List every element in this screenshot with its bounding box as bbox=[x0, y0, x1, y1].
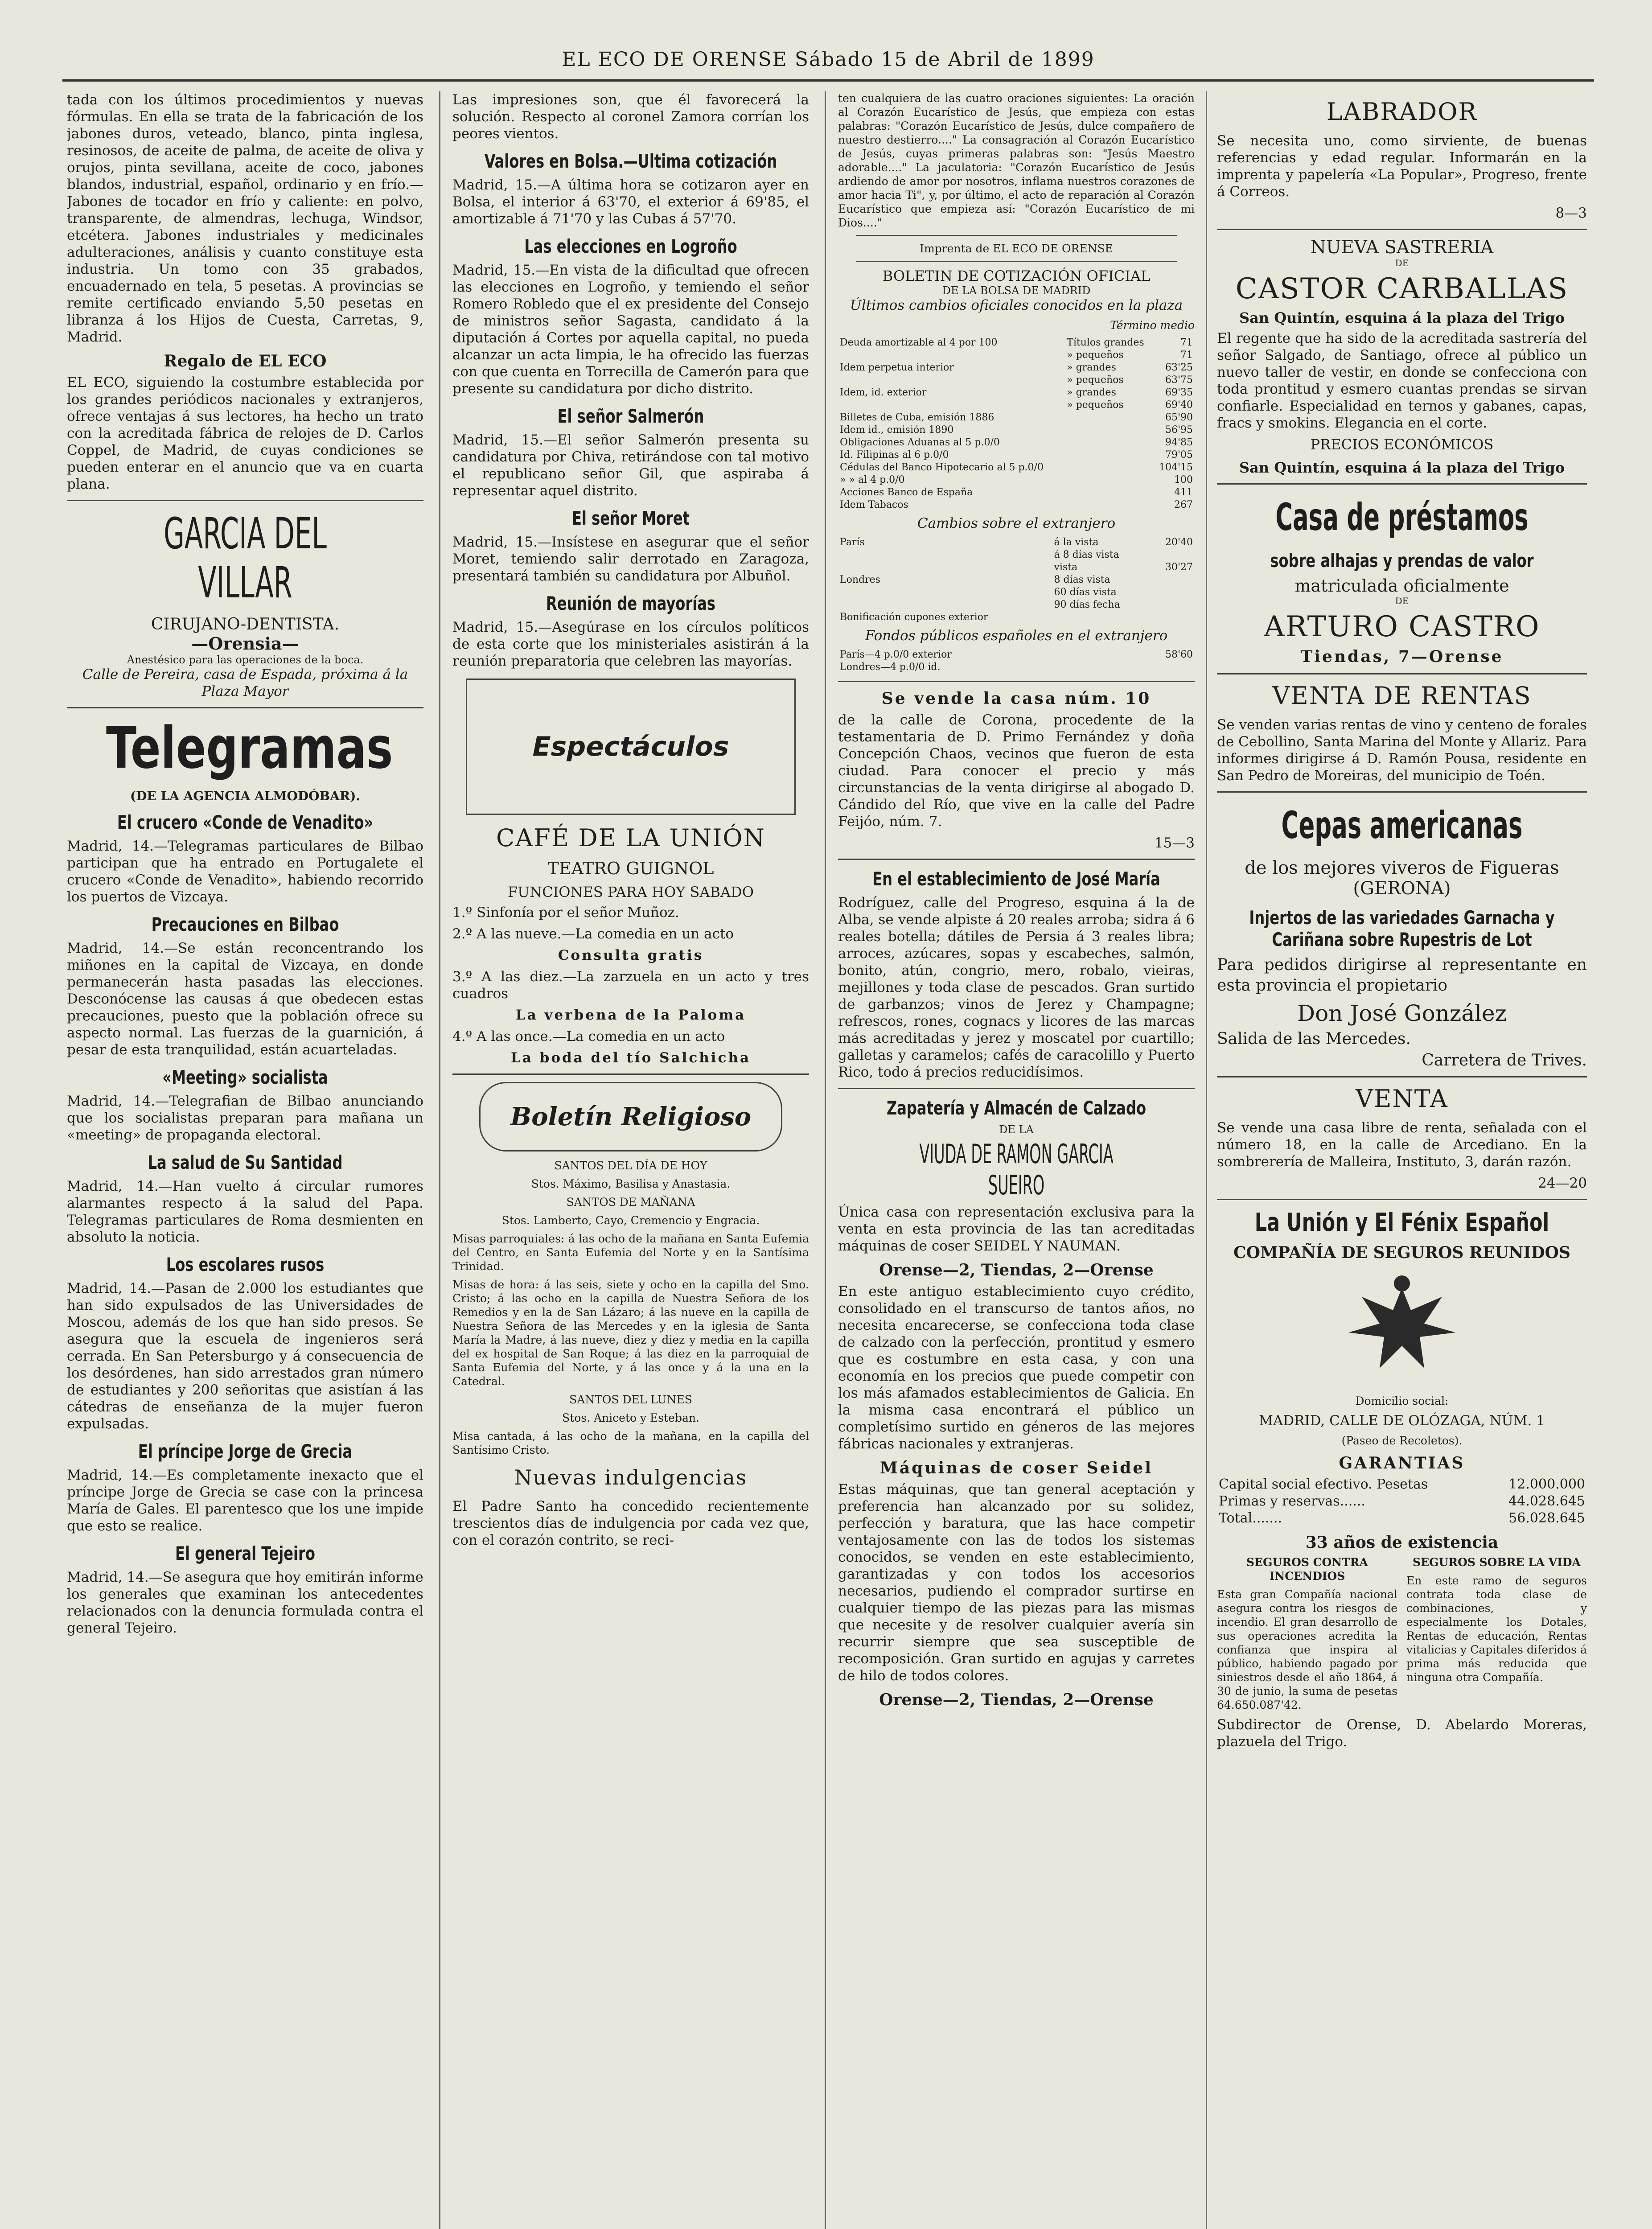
cell: 12.000.000 bbox=[1508, 1476, 1585, 1492]
sastreria-de: DE bbox=[1395, 258, 1409, 268]
cell: Primas y reservas...... bbox=[1219, 1493, 1365, 1509]
cell: 100 bbox=[1174, 474, 1193, 485]
cepas-addr-2: Carretera de Trives. bbox=[1422, 1051, 1587, 1069]
cell: Idem perpetua interior bbox=[840, 362, 954, 373]
cell: Billetes de Cuba, emisión 1886 bbox=[840, 412, 994, 423]
cell: Londres bbox=[840, 574, 880, 585]
labrador-body: Se necesita uno, como sirviente, de buenas referencias y edad regular. Informarán en la imprenta y papelería «La Popular», Progreso, frente á Correos. bbox=[1217, 133, 1587, 200]
news-title: La salud de Su Santidad bbox=[148, 1152, 343, 1173]
divider bbox=[1217, 673, 1587, 674]
cepas-sub: de los mejores viveros de Figueras bbox=[1245, 858, 1559, 878]
se-vende-body: de la calle de Corona, procedente de la testamentaria de D. Primo Fernández y doña Concepción Chaos, vecinos que fueron de esta ciudad. Para conocer el precio y más circunstancias de la venta dirigirse al abogado D. Cándido del Río, que vive en la calle del Padre Feijóo, núm. 7. bbox=[838, 712, 1195, 830]
news-body: Madrid, 14.—Telegrafian de Bilbao anunciando que los socialistas preparan para mañana un «meeting» de propaganda electoral. bbox=[67, 1093, 423, 1143]
cepas-place: (GERONA) bbox=[1353, 878, 1451, 899]
incendios-title: SEGUROS CONTRA INCENDIOS bbox=[1246, 1556, 1368, 1583]
cell: Idem, id. exterior bbox=[840, 387, 927, 398]
column-3 bbox=[838, 91, 1195, 2229]
seguros-years: 33 años de existencia bbox=[1305, 1533, 1499, 1552]
table-row bbox=[838, 374, 1195, 387]
column-rule bbox=[825, 91, 826, 2229]
seguros-sub: COMPAÑÍA DE SEGUROS REUNIDOS bbox=[1233, 1243, 1571, 1262]
se-vende-title: Se vende la casa núm. 10 bbox=[881, 689, 1151, 708]
seidel-address: Orense—2, Tiendas, 2—Orense bbox=[879, 1690, 1154, 1709]
dentist-ad-city: —Orensia— bbox=[191, 633, 299, 654]
bolsa-sub: DE LA BOLSA DE MADRID bbox=[942, 284, 1091, 297]
seidel-body: Estas máquinas, que tan general aceptación y preferencia han alcanzado por su solidez, perfección y baratura, que las hace competir ventajosamente con las de todos los sistemas conocidos, se venden en este establecimiento, garantizadas y con todos los accesorios necesarios, pudiendo el comprador surtirse en cualquier tiempo de las piezas para las mismas que necesite y de resolver cualquier avería sin recurrir siempre que sea susceptible de recomposición. Gran surtido en agujas y carretes de hilo de todos colores. bbox=[838, 1481, 1195, 1684]
sastreria-title: NUEVA SASTRERIA bbox=[1310, 237, 1494, 258]
dentist-ad-address: Calle de Pereira, casa de Espada, próxima á la Plaza Mayor bbox=[82, 666, 408, 699]
table-row bbox=[838, 362, 1195, 374]
divider bbox=[1217, 1199, 1587, 1200]
cell: 71 bbox=[1180, 337, 1193, 348]
soap-book-text: tada con los últimos procedimientos y nuevas fórmulas. En ella se trata de la fabricación de los jabones duros, veteado, blanco, pinta inglesa, resinosos, de aceite de palma, de aceite de oliva y orujos, pinta sevillana, aceite de coco, jabones blandos, industrial, español, ordinario y en frío.—Jabones de tocador en frío y caliente: en polvo, transparente, de almendras, lechuga, Windsor, etcétera. Jabones industriales y medicinales adulteraciones, análisis y cuanto constituye esta industria. Un tomo con 35 grabados, encuadernado en tela, 5 pesetas. A provincias se remite certificado enviando 5,50 pesetas en libranza á los Hijos de Cuesta, Carretas, 9, Madrid. bbox=[67, 92, 423, 345]
agency-line: (DE LA AGENCIA ALMODÓBAR). bbox=[130, 789, 361, 803]
venta-body: Se vende una casa libre de renta, señalada con el número 18, en la calle de Arcediano. En la sombrerería de Malleira, Instituto, 3, darán razón. bbox=[1217, 1120, 1587, 1170]
cell bbox=[838, 374, 1065, 387]
cell: » » al 4 p.0/0 bbox=[840, 474, 905, 485]
cell: 90 días fecha bbox=[1054, 599, 1120, 610]
news-title: El señor Moret bbox=[571, 507, 690, 529]
dentist-ad-sub: CIRUJANO-DENTISTA. bbox=[151, 615, 340, 633]
santos-hoy-title: SANTOS DEL DÍA DE HOY bbox=[554, 1159, 707, 1172]
santos-manana-title: SANTOS DE MAÑANA bbox=[566, 1196, 695, 1209]
cambios-table bbox=[838, 536, 1195, 624]
table-row bbox=[838, 611, 1195, 624]
table-row bbox=[838, 599, 1195, 611]
regalo-body: EL ECO, siguiendo la costumbre establecida por los grandes periódicos nacionales y extranjeros, ofrece ventajas á sus lectores, ha hecho un trato con la acreditada fábrica de relojes de D. Carlos Coppel, de Madrid, de cuyas condiciones se pueden enterar en el anuncio que va en cuarta plana. bbox=[67, 374, 423, 492]
news-title: Reunión de mayorías bbox=[546, 592, 716, 614]
illustration-label: Espectáculos bbox=[532, 731, 729, 762]
divider bbox=[1217, 483, 1587, 485]
indulgencias-title: Nuevas indulgencias bbox=[514, 1465, 748, 1489]
espectaculos-illustration bbox=[466, 679, 796, 815]
table-row bbox=[838, 649, 1195, 661]
zapateria-address: Orense—2, Tiendas, 2—Orense bbox=[879, 1261, 1154, 1279]
cell: 20'40 bbox=[1165, 537, 1193, 548]
cell bbox=[1151, 599, 1195, 611]
seguros-two-col bbox=[1217, 1555, 1587, 1716]
cell: 69'35 bbox=[1165, 387, 1193, 398]
cell bbox=[1065, 474, 1154, 486]
cell: Idem id., emisión 1890 bbox=[840, 424, 954, 436]
incendios-body: Esta gran Compañía nacional asegura contra los riesgos de incendio. El gran desarrollo de sus operaciones acredita la confianza que inspira al público, habiendo pagado por siniestros desde el año 1864, á 30 de junio, la suma de pesetas 64.650.087'42. bbox=[1217, 1588, 1397, 1711]
sastreria-address: San Quintín, esquina á la plaza del Trigo bbox=[1239, 309, 1565, 326]
cell bbox=[838, 599, 1052, 611]
prestamos-name: ARTURO CASTRO bbox=[1264, 610, 1540, 643]
phoenix-emblem bbox=[1217, 1270, 1587, 1386]
cell: 69'40 bbox=[1165, 399, 1193, 411]
zapateria-body: Única casa con representación exclusiva para la venta en esta provincia de las tan acreditadas máquinas de coser SEIDEL Y NAUMAN. bbox=[838, 1204, 1195, 1254]
cell: Acciones Banco de España bbox=[840, 487, 973, 498]
se-vende-number: 15—3 bbox=[1154, 835, 1195, 851]
cell bbox=[1052, 611, 1151, 624]
cafe-play: Consulta gratis bbox=[558, 947, 704, 963]
news-title: Los escolares rusos bbox=[166, 1254, 325, 1275]
dentist-ad-name: GARCIA DEL VILLAR bbox=[164, 509, 327, 608]
table-row bbox=[838, 436, 1195, 449]
seidel-title: Máquinas de coser Seidel bbox=[879, 1459, 1153, 1477]
table-row bbox=[838, 661, 1195, 674]
divider bbox=[856, 261, 1177, 262]
column-rule bbox=[1206, 91, 1207, 2229]
table-row bbox=[838, 449, 1195, 461]
divider bbox=[838, 1088, 1195, 1089]
table-row bbox=[838, 424, 1195, 436]
cell: » grandes bbox=[1067, 362, 1116, 373]
divider bbox=[1217, 791, 1587, 793]
prestamos-sub: sobre alhajas y prendas de valor bbox=[1270, 550, 1534, 572]
rentas-title: VENTA DE RENTAS bbox=[1272, 682, 1532, 710]
cell bbox=[1065, 486, 1154, 499]
cell bbox=[1151, 611, 1195, 624]
cell: Total....... bbox=[1219, 1510, 1282, 1526]
news-title: Las elecciones en Logroño bbox=[524, 235, 737, 257]
column-1 bbox=[67, 91, 423, 2229]
table-row bbox=[838, 337, 1195, 349]
seguros-paseo: (Paseo de Recoletos). bbox=[1341, 1434, 1463, 1447]
cell: 56'95 bbox=[1165, 424, 1193, 436]
misa-cantada: Misa cantada, á las ocho de la mañana, en la capilla del Santísimo Cristo. bbox=[452, 1430, 809, 1456]
labrador-number: 8—3 bbox=[1555, 205, 1587, 221]
news-body: Madrid, 14.—Es completamente inexacto que el príncipe Jorge de Grecia se case con la princesa María de Gales. El parentesco que los une impide que esto se realice. bbox=[67, 1467, 423, 1534]
jose-maria-body: Rodríguez, calle del Progreso, esquina á la de Alba, se vende alpiste á 20 reales arroba; sidra á 6 reales botella; dátiles de Persia á 3 reales libra; arroces, azúcares, sopas y escabeches, salmón, bonito, atún, congrio, mero, robalo, vieiras, mejillones y toda clase de pescados. Gran surtido de garbanzos; vinos de Jerez y Champagne; refrescos, rones, cognacs y licores de las marcas más acreditadas y jerez y moscatel por cuartillo; galletas y caramelos; cafés de caracolillo y Puerto Rico, todo á precios reducidísimos. bbox=[838, 895, 1195, 1080]
divider bbox=[67, 500, 423, 501]
cafe-title: CAFÉ DE LA UNIÓN bbox=[496, 824, 765, 852]
zapateria-name: VIUDA DE RAMON GARCIA SUEIRO bbox=[919, 1139, 1114, 1201]
cafe-play: La boda del tío Salchicha bbox=[510, 1050, 751, 1066]
sastreria-name: CASTOR CARBALLAS bbox=[1235, 272, 1569, 305]
cell: » grandes bbox=[1067, 387, 1116, 398]
prestamos-address: Tiendas, 7—Orense bbox=[1300, 647, 1504, 666]
garantias-title: GARANTIAS bbox=[1339, 1454, 1465, 1472]
cell: 65'90 bbox=[1165, 412, 1193, 423]
cambios-title: Cambios sobre el extranjero bbox=[917, 515, 1116, 531]
cell bbox=[1065, 411, 1154, 424]
cell bbox=[1065, 449, 1154, 461]
cell: » pequeños bbox=[1067, 350, 1124, 361]
news-title: El príncipe Jorge de Grecia bbox=[138, 1440, 353, 1462]
seguros-incendios bbox=[1217, 1555, 1397, 1716]
news-body: Madrid, 15.—A última hora se cotizaron ayer en Bolsa, el interior á 63'70, el exterior á 69'85, el amortizable á 71'70 y las Cubas á 57'70. bbox=[452, 177, 809, 227]
cell bbox=[1065, 424, 1154, 436]
cell: Idem Tabacos bbox=[840, 499, 908, 510]
cell: 56.028.645 bbox=[1508, 1510, 1585, 1526]
boletin-religioso-banner bbox=[479, 1082, 782, 1152]
cell bbox=[1151, 574, 1195, 586]
cafe-sub: TEATRO GUIGNOL bbox=[547, 859, 714, 878]
cafe-line: 4.º A las once.—La comedia en un acto bbox=[452, 1028, 725, 1045]
cell: » pequeños bbox=[1067, 374, 1124, 386]
cell: 411 bbox=[1174, 487, 1193, 498]
table-row bbox=[838, 474, 1195, 486]
cell: Bonificación cupones exterior bbox=[840, 612, 988, 623]
table-row bbox=[838, 561, 1195, 574]
news-body: Madrid, 14.—Se están reconcentrando los miñones en la capital de Vizcaya, en donde permanecerán hasta pasadas las elecciones. Desconócense las causas á que obedecen estas precauciones, puesto que la población ofrece su aspecto normal. Las fuerzas de la guarnición, á pesar de esta tranquilidad, están acuarteladas. bbox=[67, 940, 423, 1058]
bolsa-table bbox=[838, 337, 1195, 511]
news-body: Madrid, 14.—Se asegura que hoy emitirán informe los generales que examinan los antecedentes relacionados con la denuncia formulada contra el general Tejeiro. bbox=[67, 1569, 423, 1636]
sastreria-prices: PRECIOS ECONÓMICOS bbox=[1310, 436, 1494, 453]
cell: París—4 p.0/0 exterior bbox=[840, 649, 952, 660]
news-body: Madrid, 15.—Asegúrase en los círculos políticos de esta corte que los ministeriales asistirán á la reunión preparatoria que celebren las mayorías. bbox=[452, 619, 809, 669]
news-title: El señor Salmerón bbox=[557, 405, 704, 427]
santos-manana: Stos. Lamberto, Cayo, Cremencio y Engracia. bbox=[501, 1214, 760, 1227]
news-body: Madrid, 14.—Han vuelto á circular rumores alarmantes respecto á la salud del Papa. Telegramas particulares de Roma desmienten en absoluto la noticia. bbox=[67, 1178, 423, 1245]
cell: 58'60 bbox=[1165, 649, 1193, 660]
news-body: Madrid, 15.—Insístese en asegurar que el señor Moret, temiendo salir derrotado en Zaragoza, presentará también su candidatura por Albuñol. bbox=[452, 534, 809, 584]
table-row bbox=[838, 536, 1195, 549]
cafe-line: 3.º A las diez.—La zarzuela en un acto y tres cuadros bbox=[452, 969, 809, 1002]
cell: Obligaciones Aduanas al 5 p.0/0 bbox=[840, 437, 1000, 448]
divider bbox=[67, 707, 423, 708]
zapateria-title: Zapatería y Almacén de Calzado bbox=[886, 1097, 1147, 1119]
oraciones-text: ten cualquiera de las cuatro oraciones siguientes: La oración al Corazón Eucarístico de Jesús, que empieza con estas palabras: "Corazón Eucarístico de Jesús, dulce compañero de nuestro destierro...." La consagración al Corazón Eucarístico de Jesús, cuyas primeras palabras son: "Jesús Maestro adorable...." La jaculatoria: "Corazón Eucarístico de Jesús ardiendo de amor por nosotros, inflama nuestros corazones de amor hacia Ti", y, por último, el acto de reparación al Corazón Eucarístico que empieza así: "Corazón Eucarístico de mi Dios...." bbox=[838, 92, 1195, 229]
cafe-functions: FUNCIONES PARA HOY SABADO bbox=[507, 884, 754, 901]
news-title: Precauciones en Bilbao bbox=[151, 913, 339, 935]
table-row bbox=[838, 387, 1195, 399]
cell bbox=[1151, 586, 1195, 599]
column-4 bbox=[1217, 91, 1587, 2229]
table-row bbox=[838, 461, 1195, 474]
prestamos-de: DE bbox=[1395, 596, 1409, 606]
divider bbox=[838, 859, 1195, 860]
divider bbox=[1217, 1076, 1587, 1077]
garantias-table bbox=[1217, 1476, 1587, 1527]
seguros-vida bbox=[1406, 1555, 1587, 1716]
cell: Capital social efectivo. Pesetas bbox=[1219, 1476, 1428, 1492]
cell: Deuda amortizable al 4 por 100 bbox=[840, 337, 998, 348]
indulgencias-body: El Padre Santo ha concedido recientemente trescientos días de indulgencia por cada vez que, con el corazón contrito, se reci- bbox=[452, 1498, 809, 1548]
section-title-telegramas: Telegramas bbox=[106, 715, 393, 781]
vida-body: En este ramo de seguros contrata toda clase de combinaciones, y especialmente los Dotales, Rentas de educación, Rentas vitalicias y Capitales diferidos á prima más reducida que ninguna otra Compañía. bbox=[1406, 1574, 1587, 1684]
cell: 63'75 bbox=[1165, 374, 1193, 386]
cell bbox=[838, 349, 1065, 362]
table-row bbox=[838, 399, 1195, 411]
phoenix-icon bbox=[1335, 1270, 1469, 1386]
cell: 79'05 bbox=[1165, 449, 1193, 461]
misas-hora: Misas de hora: á las seis, siete y ocho en la capilla del Smo. Cristo; á las ocho en la capilla de Nuestra Señora de los Remedios y en la de San Lázaro; á las nueve en la capilla de Nuestra Señora de las Mercedes y en la iglesia de Santa María la Madre, á las nueve, diez y diez y media en la capilla del ex hospital de San Roque; á las diez en la parroquial de Santa Eufemia del Norte, y á las once y á la una en la Catedral. bbox=[452, 1278, 809, 1388]
cell bbox=[1065, 499, 1154, 511]
cafe-play: La verbena de la Paloma bbox=[515, 1007, 746, 1023]
cell bbox=[1151, 549, 1195, 561]
venta-title: VENTA bbox=[1356, 1085, 1448, 1113]
sastreria-body: El regente que ha sido de la acreditada sastrería del señor Salgado, de Santiago, ofrece al público un nuevo taller de vestir, en donde se confecciona con toda prontitud y esmero cuantas prendas se sirvan confiarle. Especialidad en ternos y gabanes, capas, fracs y smokins. Elegancia en el corte. bbox=[1217, 330, 1587, 431]
imprenta-line: Imprenta de EL ECO DE ORENSE bbox=[920, 242, 1113, 255]
cafe-line: 2.º A las nueve.—La comedia en un acto bbox=[452, 926, 734, 942]
cell: París bbox=[840, 537, 865, 548]
news-body: Madrid, 14.—Pasan de 2.000 los estudiantes que han sido expulsados de las Universidades de Moscou, además de los que han sido presos. Se asegura que la escuela de ingenieros será cerrada. En San Petersburgo y á consecuencia de los desórdenes, han sido arrestados gran número de estudiantes y 200 señoritas que asistían á las cátedras de enseñanza de la mujer fueron expulsadas. bbox=[67, 1280, 423, 1432]
cell: Londres—4 p.0/0 id. bbox=[840, 662, 941, 673]
vida-title: SEGUROS SOBRE LA VIDA bbox=[1413, 1556, 1581, 1569]
fondos-table bbox=[838, 649, 1195, 674]
santos-hoy: Stos. Máximo, Basilisa y Anastasia. bbox=[531, 1177, 731, 1190]
cepas-injertos: Injertos de las variedades Garnacha y Cariñana sobre Rupestris de Lot bbox=[1249, 907, 1555, 950]
cell: » pequeños bbox=[1067, 399, 1124, 411]
cell bbox=[838, 586, 1052, 599]
column-rule bbox=[439, 91, 440, 2229]
labrador-title: LABRADOR bbox=[1326, 98, 1478, 126]
cell bbox=[838, 549, 1052, 561]
table-row bbox=[838, 411, 1195, 424]
table-row bbox=[838, 499, 1195, 511]
cell: 8 días vista bbox=[1054, 574, 1110, 585]
cell bbox=[1119, 661, 1195, 674]
santos-lunes-title: SANTOS DEL LUNES bbox=[569, 1393, 692, 1406]
cell: 94'85 bbox=[1165, 437, 1193, 448]
cell: vista bbox=[1054, 562, 1078, 573]
news-title: Valores en Bolsa.—Ultima cotización bbox=[484, 150, 777, 172]
jose-maria-title: En el establecimiento de José María bbox=[872, 868, 1160, 890]
cell: 30'27 bbox=[1165, 562, 1193, 573]
cepas-body: Para pedidos dirigirse al representante en esta provincia el propietario bbox=[1217, 956, 1587, 995]
table-row bbox=[838, 586, 1195, 599]
divider bbox=[838, 681, 1195, 682]
cafe-line: 1.º Sinfonía por el señor Muñoz. bbox=[452, 905, 679, 921]
cell: á la vista bbox=[1054, 537, 1099, 548]
table-row bbox=[838, 549, 1195, 561]
table-row bbox=[1217, 1476, 1587, 1493]
column-2 bbox=[452, 91, 809, 2229]
cell: á 8 días vista bbox=[1054, 549, 1119, 560]
news-body: Las impresiones son, que él favorecerá la solución. Respecto al coronel Zamora corrían los peores vientos. bbox=[452, 92, 809, 142]
prestamos-title: Casa de préstamos bbox=[1275, 495, 1529, 539]
cell bbox=[1065, 436, 1154, 449]
bolsa-note: Últimos cambios oficiales conocidos en la plaza bbox=[850, 297, 1183, 313]
zapateria-body-2: En este antiguo establecimiento cuyo crédito, consolidado en el transcurso de tantos años, no necesita encarecerse, se confecciona toda clase de calzado con la perfección, prontitud y esmero que es costumbre en esta casa, y con una economía en los precios que puede competir con los más afamados establecimientos de Galicia. En la misma casa encontrará el público un completísimo surtido en géneros de las mejores fábricas nacionales y extranjeras. bbox=[838, 1283, 1195, 1452]
cell: 44.028.645 bbox=[1508, 1493, 1585, 1509]
news-body: Madrid, 15.—En vista de la dificultad que ofrecen las elecciones en Logroño, y temiendo el señor Romero Robledo que el ex presidente del Consejo de ministros señor Sagasta, candidato á la diputación á Cortes por aquella capital, no pueda alcanzar un acta limpia, le ha ofrecido las fuerzas con que cuenta en Torrecilla de Camerón para que presente su candidatura por dicho distrito. bbox=[452, 262, 809, 397]
news-body: Madrid, 15.—El señor Salmerón presenta su candidatura por Chiva, retirándose con tal motivo el republicano señor Gil, que aspiraba á representar aquel distrito. bbox=[452, 432, 809, 499]
table-row bbox=[838, 349, 1195, 362]
seguros-domicilio: Domicilio social: bbox=[1355, 1394, 1449, 1407]
cell: Títulos grandes bbox=[1067, 337, 1144, 348]
divider bbox=[452, 1073, 809, 1075]
divider bbox=[856, 235, 1177, 236]
bolsa-head: Término medio bbox=[1110, 319, 1195, 332]
cepas-name: Don José González bbox=[1297, 1000, 1507, 1026]
masthead: EL ECO DE ORENSE Sábado 15 de Abril de 1899 bbox=[62, 48, 1594, 82]
cell: 104'15 bbox=[1159, 462, 1193, 473]
misas-parroquiales: Misas parroquiales: á las ocho de la mañana en Santa Eufemia del Centro, en Santa Eufemia del Norte y en la Santísima Trinidad. bbox=[452, 1232, 809, 1273]
table-row bbox=[838, 574, 1195, 586]
fondos-title: Fondos públicos españoles en el extranjero bbox=[865, 628, 1168, 644]
divider bbox=[1217, 229, 1587, 230]
dentist-ad-note: Anestésico para las operaciones de la boca. bbox=[127, 654, 364, 666]
cell bbox=[838, 561, 1052, 574]
cell bbox=[838, 399, 1065, 411]
news-title: El crucero «Conde de Venadito» bbox=[117, 811, 374, 833]
prestamos-mat: matriculada oficialmente bbox=[1294, 576, 1509, 596]
cepas-title: Cepas americanas bbox=[1281, 803, 1523, 847]
zapateria-de: DE LA bbox=[999, 1123, 1034, 1136]
news-title: «Meeting» socialista bbox=[162, 1066, 328, 1088]
bolsa-title: BOLETIN DE COTIZACIÓN OFICIAL bbox=[882, 267, 1151, 284]
cell: 60 días vista bbox=[1054, 587, 1117, 598]
regalo-title: Regalo de EL ECO bbox=[164, 352, 327, 370]
cell: 267 bbox=[1174, 499, 1193, 510]
seguros-title: La Unión y El Fénix Español bbox=[1254, 1208, 1549, 1237]
rentas-body: Se venden varias rentas de vino y centeno de forales de Cebollino, Santa Marina del Monte y Allariz. Para informes dirigirse á D. Ramón Pousa, residente en San Pedro de Moreiras, del municipio de Toén. bbox=[1217, 717, 1587, 784]
cell: 71 bbox=[1180, 350, 1193, 361]
seguros-address: MADRID, CALLE DE OLÓZAGA, NÚM. 1 bbox=[1259, 1413, 1545, 1429]
cepas-addr-1: Salida de las Mercedes. bbox=[1217, 1030, 1411, 1048]
cell: Cédulas del Banco Hipotecario al 5 p.0/0 bbox=[840, 462, 1044, 473]
table-row bbox=[838, 486, 1195, 499]
seguros-footer: Subdirector de Orense, D. Abelardo Moreras, plazuela del Trigo. bbox=[1217, 1717, 1587, 1750]
santos-lunes: Stos. Aniceto y Esteban. bbox=[562, 1411, 699, 1424]
news-title: El general Tejeiro bbox=[175, 1542, 315, 1564]
sastreria-address-2: San Quintín, esquina á la plaza del Trigo bbox=[1239, 459, 1565, 476]
table-row bbox=[1217, 1493, 1587, 1510]
table-row bbox=[1217, 1510, 1587, 1527]
news-body: Madrid, 14.—Telegramas particulares de Bilbao participan que ha entrado en Portugalete el crucero «Conde de Venadito», habiendo recorrido los puertos de Vizcaya. bbox=[67, 838, 423, 905]
venta-number: 24—20 bbox=[1538, 1175, 1587, 1191]
cell: Id. Filipinas al 6 p.0/0 bbox=[840, 449, 949, 461]
cell bbox=[1065, 461, 1154, 474]
cell: 63'25 bbox=[1165, 362, 1193, 373]
banner-label: Boletín Religioso bbox=[510, 1102, 752, 1131]
